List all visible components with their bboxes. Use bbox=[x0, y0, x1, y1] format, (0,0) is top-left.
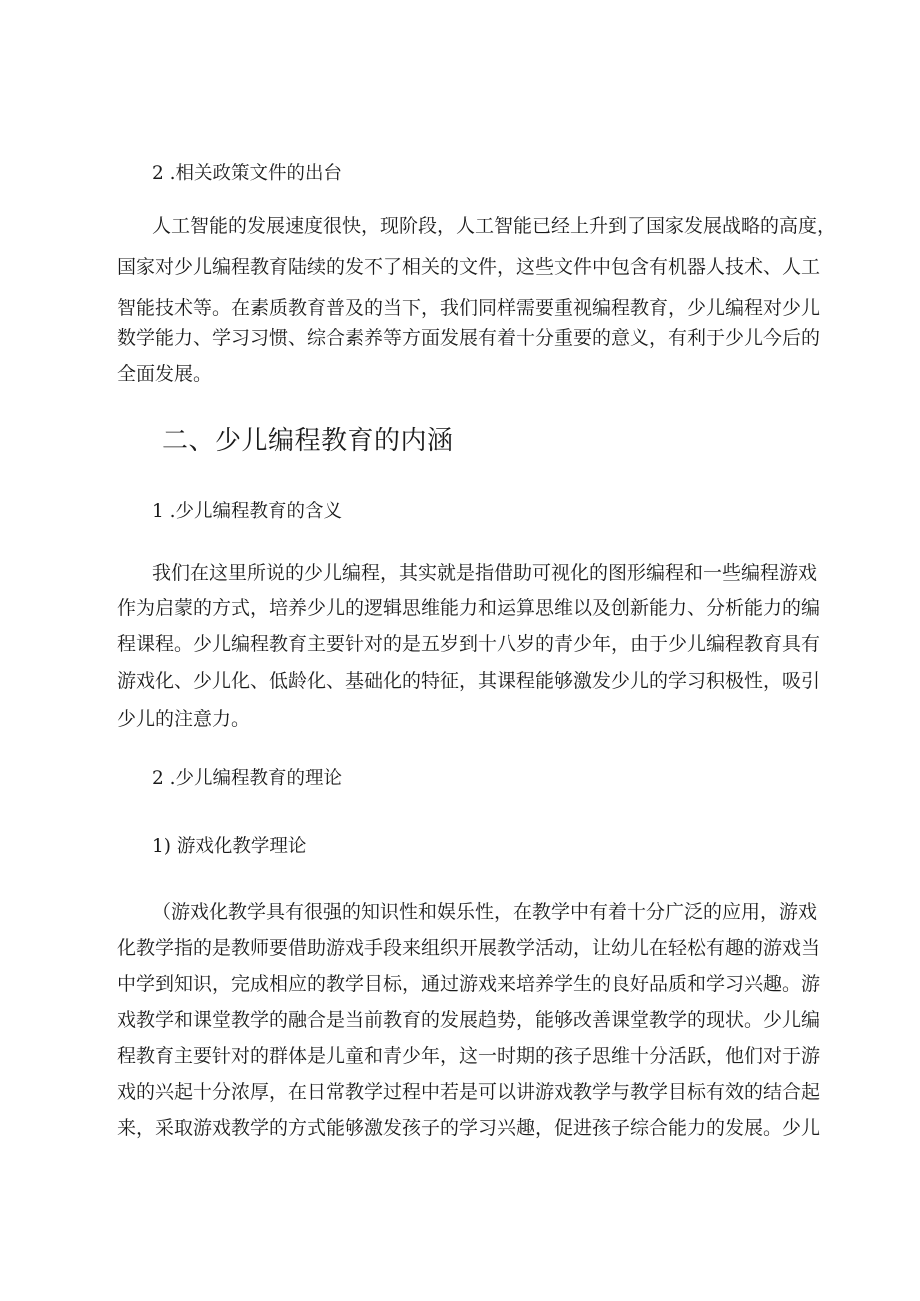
paragraph-line: 我们在这里所说的少儿编程，其实就是指借助可视化的图形编程和一些编程游戏 bbox=[152, 562, 818, 584]
paragraph-line: 戏教学和课堂教学的融合是当前教育的发展趋势，能够改善课堂教学的现状。少儿编 bbox=[117, 1009, 821, 1031]
paragraph-line: 游戏化、少儿化、低龄化、基础化的特征，其课程能够激发少儿的学习积极性，吸引 bbox=[117, 670, 821, 692]
paragraph-line: （游戏化教学具有很强的知识性和娱乐性，在教学中有着十分广泛的应用，游戏 bbox=[152, 901, 818, 923]
paragraph-line: 数学能力、学习习惯、综合素养等方面发展有着十分重要的意义，有利于少儿今后的 bbox=[117, 327, 821, 349]
paragraph-line: 程教育主要针对的群体是儿童和青少年，这一时期的孩子思维十分活跃，他们对于游 bbox=[117, 1045, 821, 1067]
paragraph-line: 作为启蒙的方式，培养少儿的逻辑思维能力和运算思维以及创新能力、分析能力的编 bbox=[117, 597, 821, 619]
paragraph-line: 国家对少儿编程教育陆续的发不了相关的文件，这些文件中包含有机器人技术、人工 bbox=[117, 256, 821, 278]
paragraph-line: 来，采取游戏教学的方式能够激发孩子的学习兴趣，促进孩子综合能力的发展。少儿 bbox=[117, 1117, 821, 1139]
paragraph-line: 化教学指的是教师要借助游戏手段来组织开展教学活动，让幼儿在轻松有趣的游戏当 bbox=[117, 937, 821, 959]
paragraph-line: 程课程。少儿编程教育主要针对的是五岁到十八岁的青少年，由于少儿编程教育具有 bbox=[117, 633, 821, 655]
paragraph-line: 全面发展。 bbox=[117, 363, 213, 385]
section-heading-meaning: 1 .少儿编程教育的含义 bbox=[152, 501, 343, 522]
paragraph-line: 少儿的注意力。 bbox=[117, 708, 251, 730]
chapter-heading: 二、少儿编程教育的内涵 bbox=[162, 426, 454, 456]
paragraph-line: 人工智能的发展速度很快，现阶段，人工智能已经上升到了国家发展战略的高度， bbox=[152, 215, 837, 237]
paragraph-line: 智能技术等。在素质教育普及的当下，我们同样需要重视编程教育，少儿编程对少儿 bbox=[117, 297, 821, 319]
subsection-heading-gamification: 1) 游戏化教学理论 bbox=[152, 836, 307, 857]
section-heading-theory: 2 .少儿编程教育的理论 bbox=[152, 768, 343, 789]
paragraph-line: 中学到知识，完成相应的教学目标，通过游戏来培养学生的良好品质和学习兴趣。游 bbox=[117, 973, 821, 995]
section-heading-policy: 2 .相关政策文件的出台 bbox=[152, 163, 343, 184]
paragraph-line: 戏的兴起十分浓厚，在日常教学过程中若是可以讲游戏教学与教学目标有效的结合起 bbox=[117, 1081, 821, 1103]
